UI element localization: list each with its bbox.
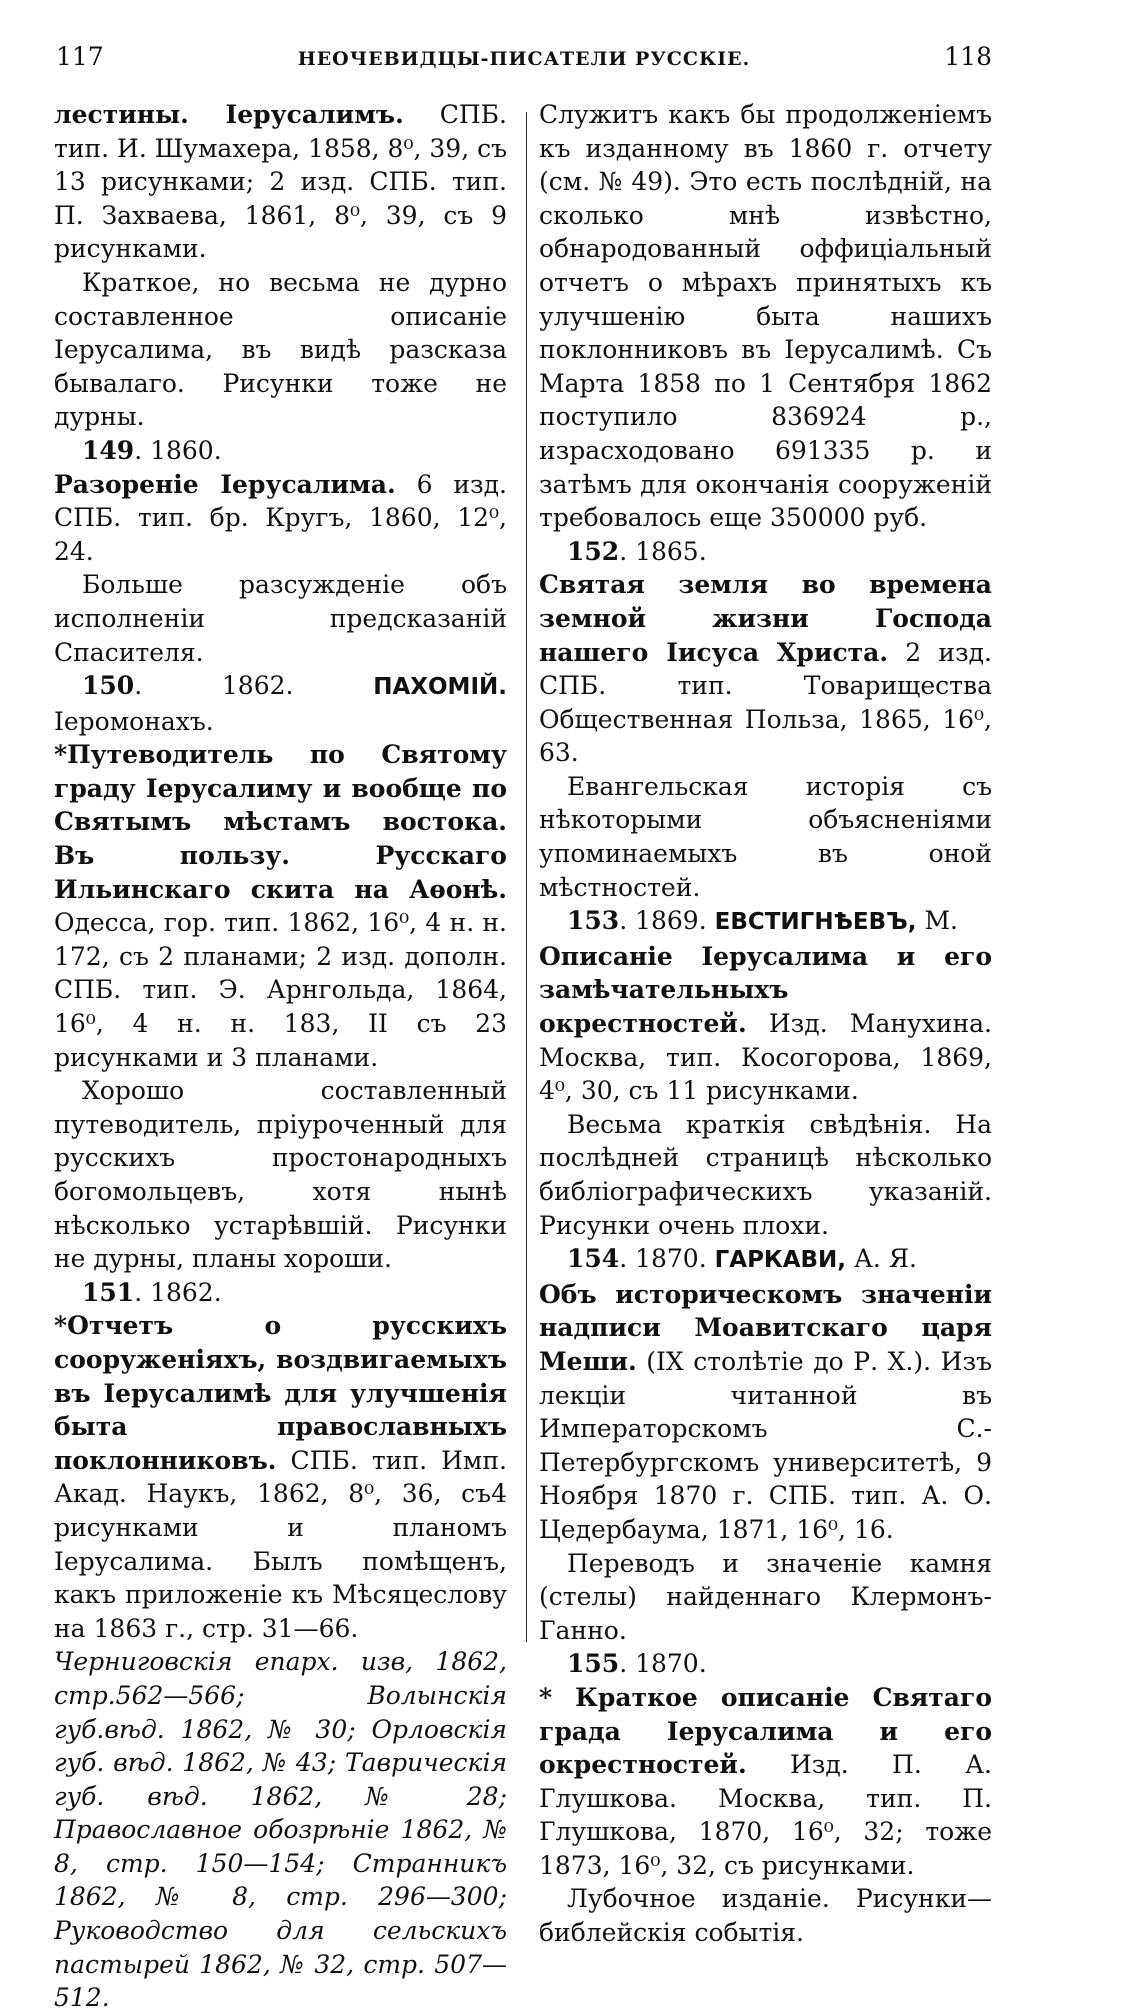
entry-151 [54,1276,507,1310]
entry-number: 150 [82,671,135,701]
entry-description: Переводъ и значеніе камня (стелы) найденнаго Клермонъ-Ганно. [539,1548,992,1645]
column-divider [526,112,527,1642]
entry-153-body [539,940,992,1108]
entry-155 [539,1647,992,1681]
entry-title: *Отчетъ о русскихъ сооруженіяхъ, воздвигаемыхъ въ Іерусалимѣ для улучшенія быта православныхъ поклонниковъ. [54,1311,507,1475]
entry-author: ЕВСТИГНѢЕВЪ, [714,909,917,936]
entry-year: . 1870. [619,1244,715,1274]
left-column [54,98,507,2015]
entry-description: Весьма краткія свѣдѣнія. На послѣдней страницѣ нѣсколько библіографическихъ указаній. Рисунки очень плохи. [539,1109,992,1240]
entry-imprint: Одесса, гор. тип. 1862, 16⁰, 4 н. н. 172, съ 2 планами; 2 изд. дополн. СПБ. тип. Э. Арнгольда, 1864, 16⁰, 4 н. н. 183, II съ 23 рисунками и 3 планами. [54,908,507,1072]
entry-title: лестины. Іерусалимъ. [54,100,404,129]
entry-154 [539,1242,992,1278]
entry-description: Евангельская исторія съ нѣкоторыми объясненіями упоминаемыхъ въ оной мѣстностей. [539,771,992,902]
entry-title: Объ историческомъ значеніи надписи Моавитскаго царя Меши. [539,1279,992,1376]
entry-imprint: 6 изд. СПБ. тип. бр. Кругъ, 1860, 12⁰, 24. [54,469,508,566]
entry-imprint: СПБ. тип. Имп. Акад. Наукъ, 1862, 8⁰, 36, съ4 рисунками и планомъ Іерусалима. Былъ помѣщенъ, какъ приложеніе къ Мѣсяцеслову на 1863 г., стр. 31—66. [54,1445,507,1643]
entry-description: Лубочное изданіе. Рисунки—библейскія событія. [539,1884,992,1948]
entry-imprint: Изд. Манухина. Москва, тип. Косогорова, 1869, 4⁰, 30, съ 11 рисунками. [539,1009,992,1106]
entry-number: 154 [567,1244,620,1274]
entry-year: . 1862. [134,671,374,701]
entry-151-body [54,1309,507,1645]
entry-title: *Путеводитель по Святому граду Іерусалиму и вообще по Святымъ мѣстамъ востока. Въ пользу. Русскаго Ильинскаго скита на Аѳонѣ. [54,740,507,904]
entry-imprint: 2 изд. СПБ. тип. Товарищества Общественная Польза, 1865, 16⁰, 63. [539,637,992,768]
entry-title: Святая земля во времена земной жизни Господа нашего Іисуса Христа. [539,570,992,667]
entry-number: 153 [567,906,620,936]
page-number-right: 118 [944,42,992,71]
entry-author-initial: А. Я. [846,1244,917,1274]
entry-149 [54,434,507,468]
page-header [56,42,992,78]
entry-number: 155 [567,1649,620,1679]
continued-entry [54,98,507,266]
entry-description: Служитъ какъ бы продолженіемъ къ изданному въ 1860 г. отчету (см. № 49). Это есть послѣдній, на сколько мнѣ извѣстно, обнародованный оффиціальный отчетъ о мѣрахъ принятыхъ къ улучшенію быта нашихъ поклонниковъ въ Іерусалимѣ. Съ Марта 1858 по 1 Сентября 1862 поступило 836924 р., израсходовано 691335 р. и затѣмъ для окончанія сооруженій требовалось еще 350000 руб. [539,100,992,533]
entry-imprint: СПБ. тип. И. Шумахера, 1858, 8⁰, 39, съ 13 рисунками; 2 изд. СПБ. тип. П. Захваева, 1861, 8⁰, 39, съ 9 рисунками. [54,100,507,264]
entry-150-body [54,738,507,1074]
running-title: НЕОЧЕВИДЦЫ-ПИСАТЕЛИ РУССКІЕ. [297,48,751,70]
entry-title: * Краткое описаніе Святаго града Іерусалима и его окрестностей. [539,1682,992,1780]
entry-year: . 1870. [619,1649,707,1679]
entry-title: Разореніе Іерусалима. [54,469,396,499]
entry-153 [539,904,992,940]
entry-author: ГАРКАВИ, [714,1247,847,1274]
entry-description: Краткое, но весьма не дурно составленное описаніе Іерусалима, въ видѣ разсказа бывалаго. Рисунки тоже не дурны. [54,267,507,432]
entry-description: Хорошо составленный путеводитель, пріуроченный для русскихъ простонародныхъ богомольцевъ, хотя нынѣ нѣсколько устарѣвшій. Рисунки не дурны, планы хороши. [54,1076,507,1274]
entry-year: . 1865. [619,536,707,566]
entry-references: Черниговскія епарх. изв, 1862, стр.562—566; Волынскія губ.вѣд. 1862, № 30; Орловскія губ. вѣд. 1862, № 43; Таврическія губ. вѣд. 1862, № 28; Православное обозрѣніе 1862, № 8, стр. 150—154; Странникъ 1862, № 8, стр. 296—300; Руководство для сельскихъ пастырей 1862, № 32, стр. 507—512. [54,1647,507,2013]
page-number-left: 117 [56,42,104,71]
entry-149-body [54,468,507,569]
entry-author: ПАХОМІЙ. [373,674,507,701]
entry-author-initial: М. [916,906,958,936]
entry-152 [539,535,992,569]
entry-number: 151 [82,1277,135,1307]
entry-year: . 1862. [134,1277,222,1307]
entry-154-body [539,1278,992,1547]
right-column [539,98,992,1950]
entry-152-body [539,568,992,770]
entry-description: Больше разсужденіе объ исполненіи предсказаній Спасителя. [54,570,507,667]
entry-number: 152 [567,536,620,566]
entry-imprint: Изд. П. А. Глушкова. Москва, тип. П. Глушкова, 1870, 16⁰, 32; тоже 1873, 16⁰, 32, съ рисунками. [539,1750,992,1880]
entry-150 [54,669,507,738]
entry-year: . 1860. [134,435,222,465]
entry-imprint: (IX столѣтіе до Р. Х.). Изъ лекціи читанной въ Императорскомъ С.-Петербургскомъ университетѣ, 9 Ноября 1870 г. СПБ. тип. А. О. Цедербаума, 1871, 16⁰, 16. [539,1346,992,1544]
entry-title: Описаніе Іерусалима и его замѣчательныхъ окрестностей. [539,941,992,1039]
entry-author-role: Іеромонахъ. [54,706,214,736]
entry-year: . 1869. [619,906,715,936]
entry-number: 149 [82,435,135,465]
entry-155-body [539,1681,992,1883]
